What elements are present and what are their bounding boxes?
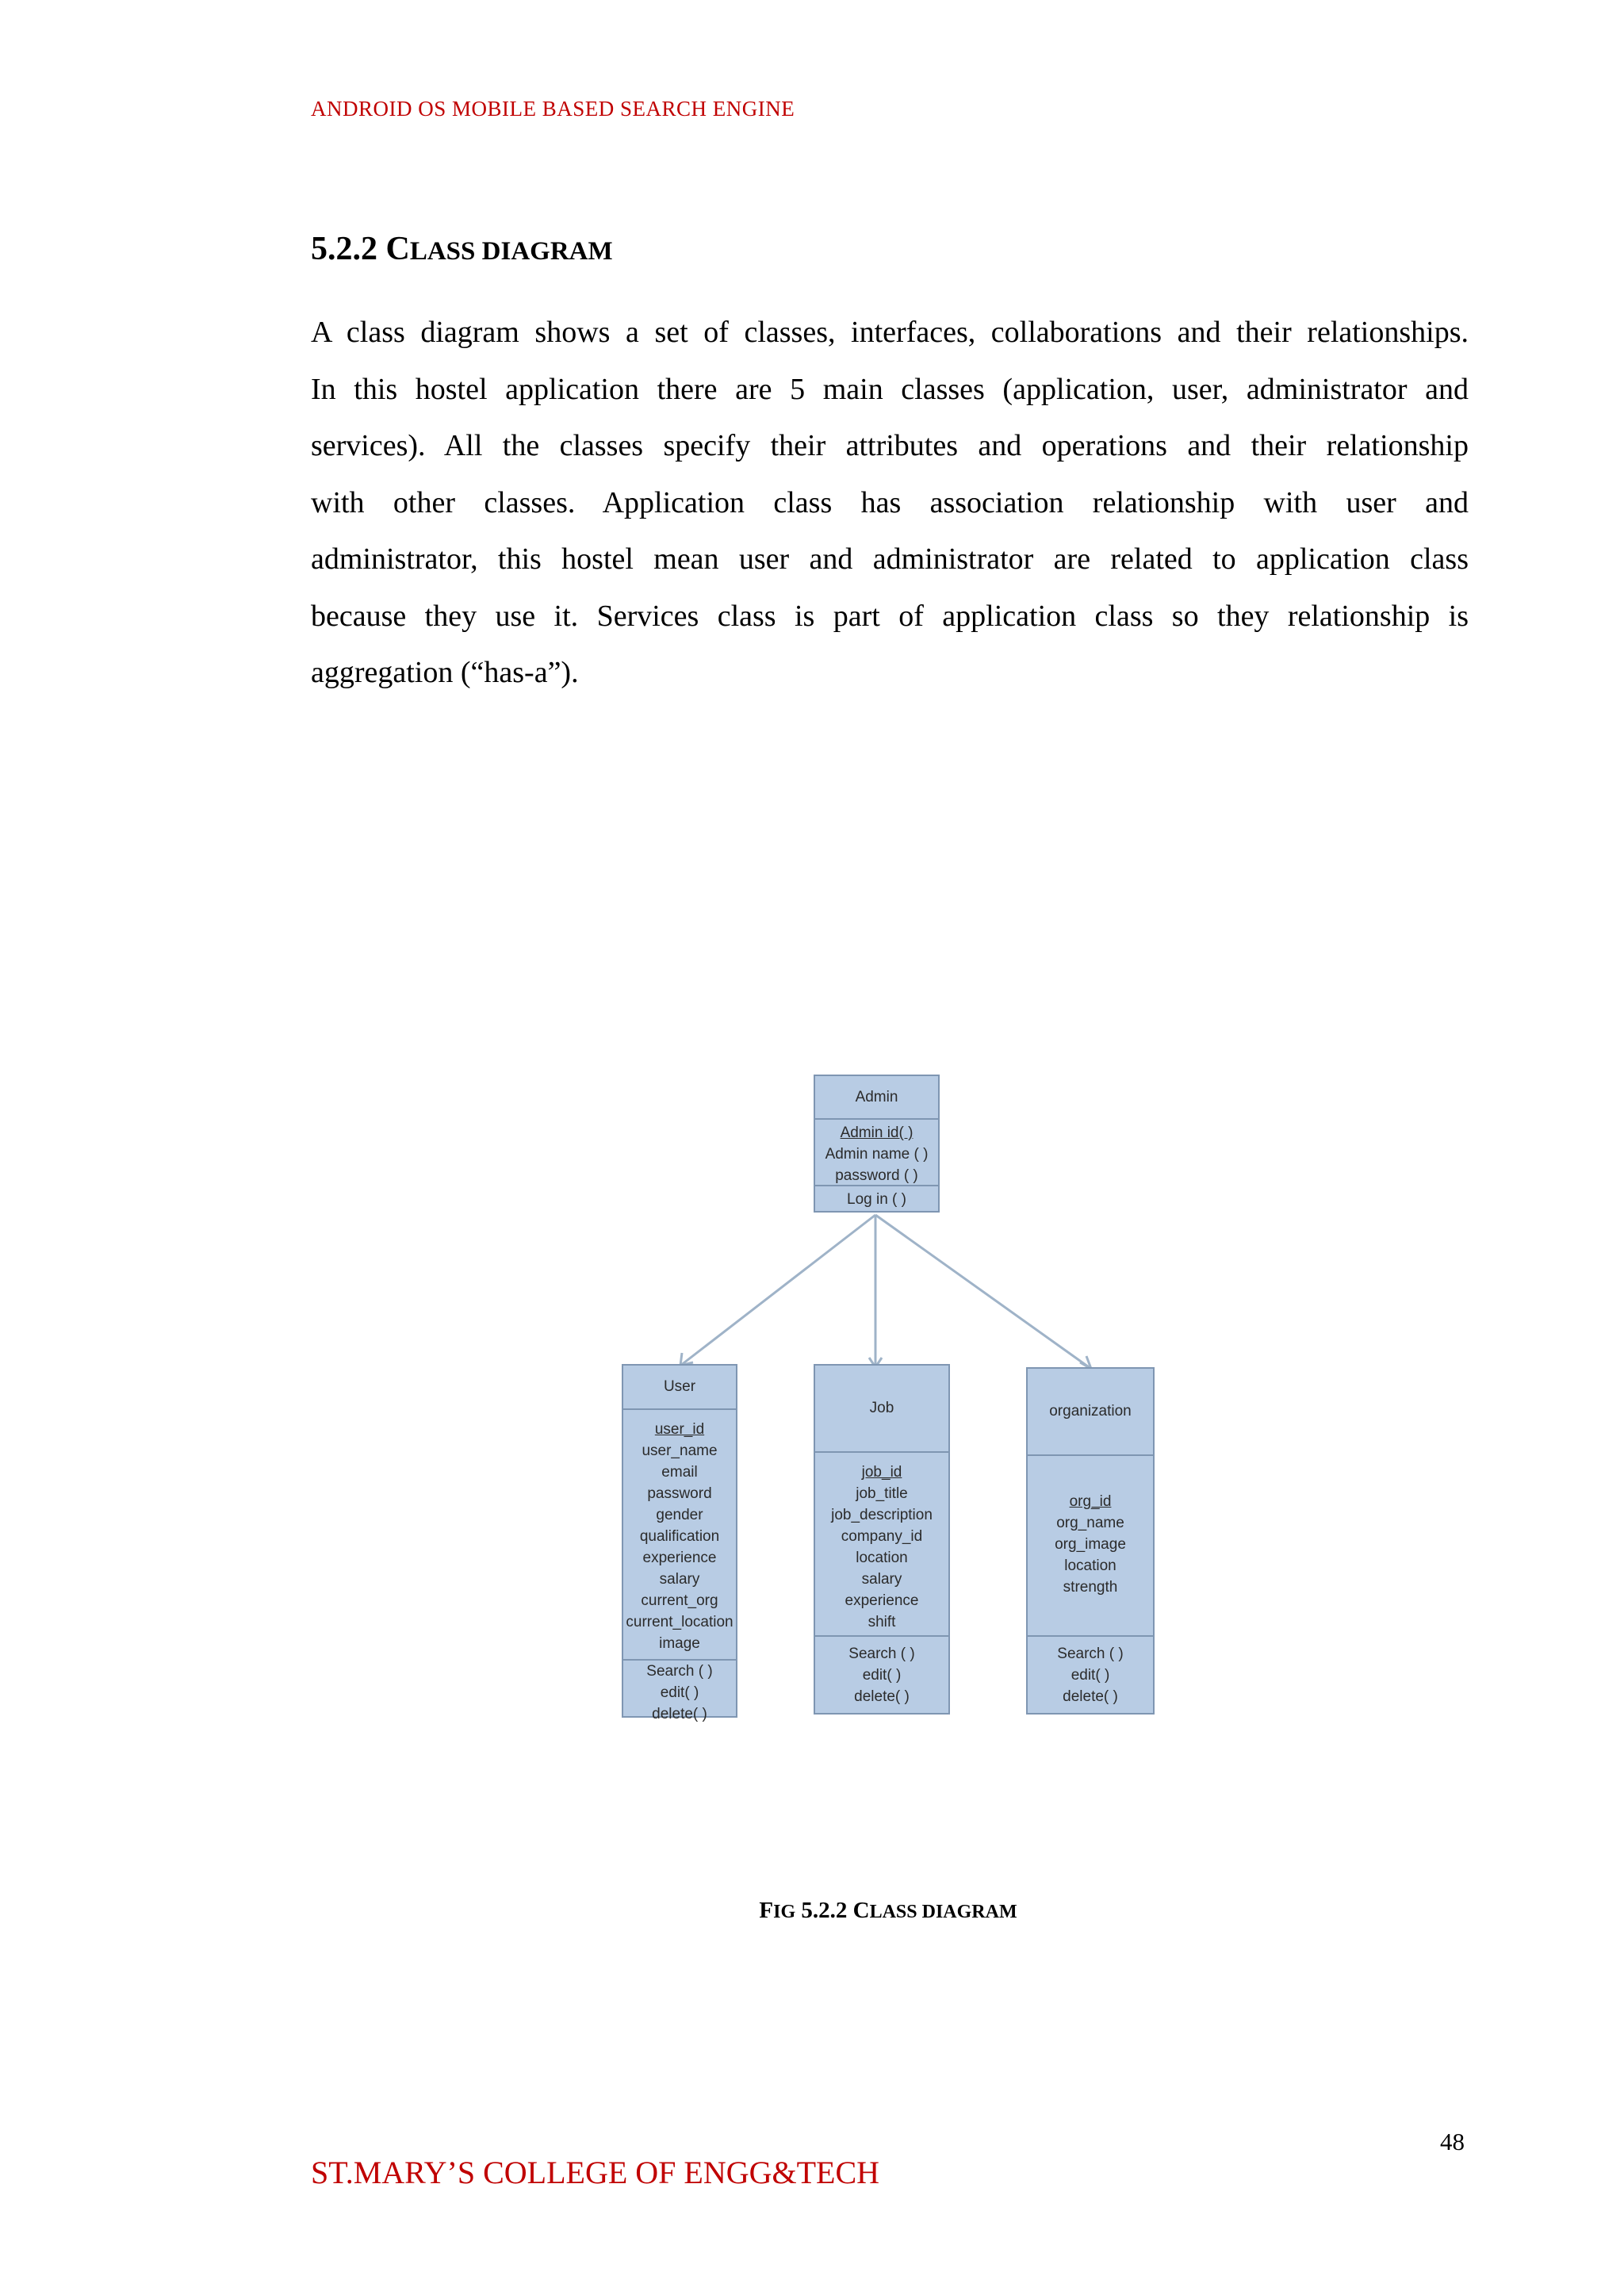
attribute: location	[856, 1550, 908, 1566]
paragraph-line: A class diagram shows a set of classes, interfaces, collaborations and their relationships.	[311, 316, 1469, 349]
running-footer: ST.MARY’S COLLEGE OF ENGG&TECH	[311, 2155, 880, 2190]
operation: edit( )	[660, 1684, 699, 1701]
attribute: job_description	[831, 1507, 933, 1523]
attribute: current_org	[641, 1592, 718, 1609]
attribute: org_id	[1069, 1493, 1112, 1510]
class-name: organization	[1028, 1369, 1153, 1456]
paragraph-line: In this hostel application there are 5 main classes (application, user, administrator and	[311, 372, 1469, 406]
class-name: User	[623, 1366, 736, 1410]
figure-caption	[0, 1898, 1624, 1924]
attribute: location	[1064, 1557, 1116, 1574]
operation: Log in ( )	[847, 1191, 906, 1208]
caption-f: F	[759, 1898, 774, 1923]
operation: Search ( )	[646, 1663, 713, 1680]
page-number: 48	[1440, 2128, 1465, 2155]
attributes-compartment	[623, 1410, 736, 1661]
operation: delete( )	[854, 1688, 910, 1705]
caption-number: 5.2.2	[795, 1898, 853, 1923]
attribute: job_id	[861, 1464, 902, 1481]
attribute: gender	[656, 1507, 703, 1523]
attribute: company_id	[841, 1528, 923, 1545]
operation: Search ( )	[1057, 1646, 1124, 1662]
operations-compartment	[623, 1661, 736, 1725]
operation: edit( )	[862, 1667, 902, 1684]
operations-compartment	[815, 1637, 948, 1707]
attribute: current_location	[626, 1614, 733, 1630]
attribute: org_name	[1056, 1515, 1124, 1531]
operations-compartment	[815, 1186, 938, 1210]
attribute: org_image	[1055, 1536, 1126, 1553]
paragraph-line: with other classes. Application class has association relationship with user and	[311, 485, 1469, 519]
operation: Search ( )	[848, 1646, 915, 1662]
paragraph-line: administrator, this hostel mean user and administrator are related to application class	[311, 542, 1469, 576]
attributes-compartment	[1028, 1456, 1153, 1637]
operations-compartment	[1028, 1637, 1153, 1707]
attribute: salary	[861, 1571, 902, 1588]
attributes-compartment	[815, 1120, 938, 1186]
caption-rest: LASS DIAGRAM	[869, 1902, 1017, 1922]
class-organization	[1026, 1367, 1155, 1715]
operation: delete( )	[652, 1706, 707, 1722]
class-job	[814, 1364, 950, 1715]
paragraph-line: services). All the classes specify their attributes and operations and their relationship	[311, 429, 1469, 462]
attribute: user_name	[642, 1443, 718, 1459]
paragraph-line: because they use it. Services class is part of application class so they relationship is	[311, 599, 1469, 633]
operation: delete( )	[1063, 1688, 1118, 1705]
attribute: experience	[642, 1550, 717, 1566]
attribute: Admin name ( )	[825, 1146, 929, 1163]
attribute: strength	[1063, 1579, 1118, 1596]
caption-ig: IG	[773, 1902, 796, 1922]
paragraph-line: aggregation (“has-a”).	[311, 656, 579, 689]
caption-c: C	[852, 1898, 870, 1923]
running-header: ANDROID OS MOBILE BASED SEARCH ENGINE	[311, 97, 795, 121]
section-number: 5.2.2	[311, 231, 386, 267]
attribute: shift	[868, 1614, 896, 1630]
attribute: password ( )	[835, 1167, 918, 1184]
attribute: user_id	[654, 1421, 705, 1438]
attribute: qualification	[639, 1528, 720, 1545]
attribute: job_title	[856, 1485, 908, 1502]
class-admin	[814, 1075, 940, 1213]
attribute: Admin id( )	[840, 1125, 914, 1141]
attribute: password	[647, 1485, 712, 1502]
connector-admin-organization	[875, 1215, 1091, 1369]
attributes-compartment	[815, 1453, 948, 1637]
attribute: salary	[659, 1571, 700, 1588]
connector-admin-user	[680, 1215, 875, 1366]
operation: edit( )	[1071, 1667, 1110, 1684]
section-title-initial: C	[385, 231, 410, 267]
attribute: experience	[845, 1592, 919, 1609]
attribute: email	[661, 1464, 698, 1481]
section-title-rest: LASS DIAGRAM	[409, 237, 613, 266]
attribute: image	[659, 1635, 700, 1652]
class-name: Job	[815, 1366, 948, 1453]
class-user	[622, 1364, 737, 1722]
class-name: Admin	[815, 1076, 938, 1120]
